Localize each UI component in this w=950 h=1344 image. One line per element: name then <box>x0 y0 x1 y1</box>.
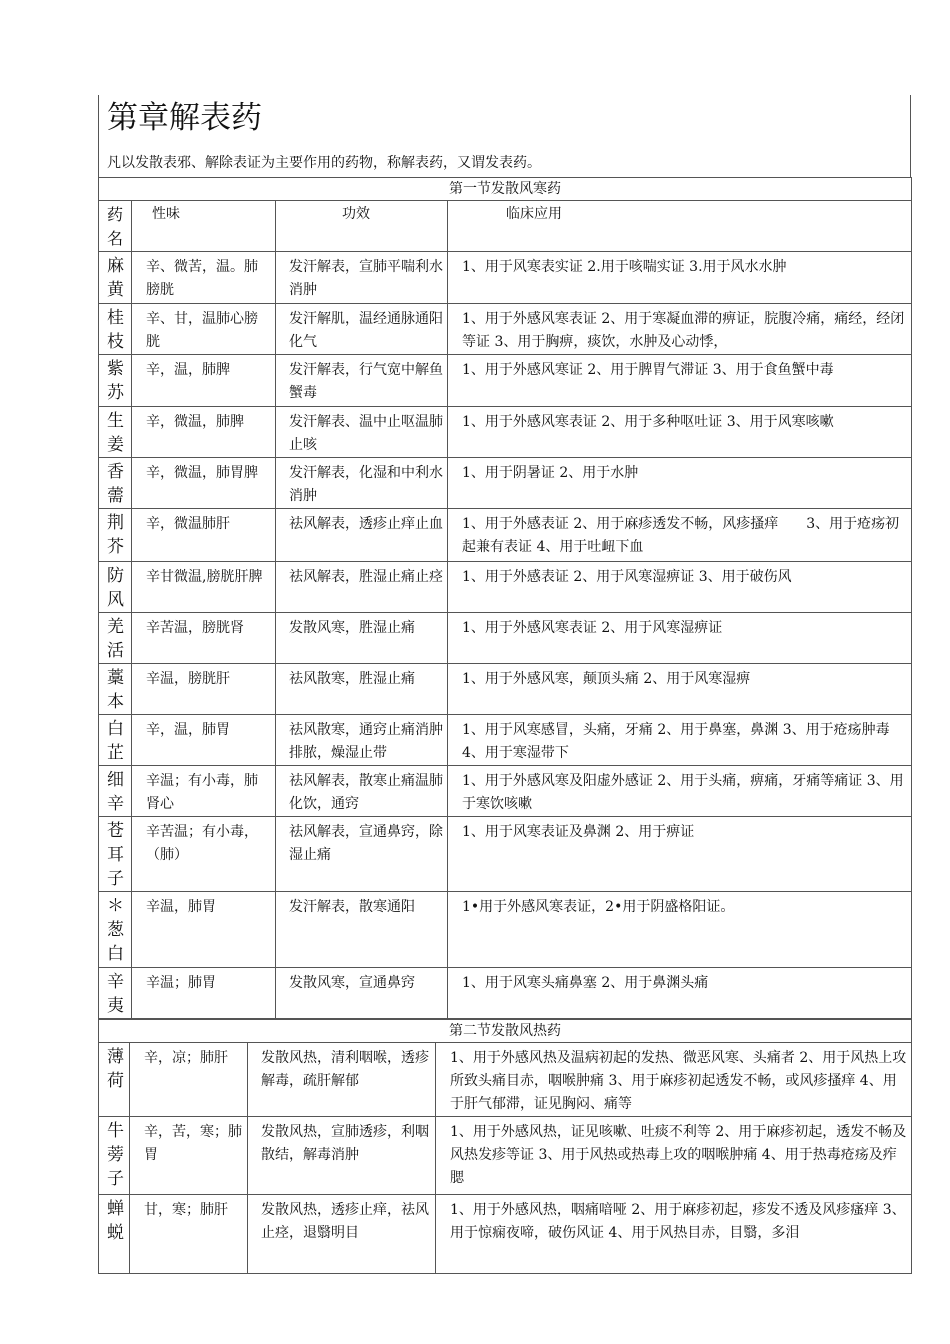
section-heading-1: 第一节发散风寒药 <box>99 178 912 201</box>
herb-effect: 发汗解肌，温经通脉通阳化气 <box>276 304 448 355</box>
herb-name: 荆芥 <box>99 509 132 562</box>
herb-nature: 辛温，膀胱肝 <box>132 664 276 715</box>
herb-nature: 辛，温，肺脾 <box>132 355 276 407</box>
herb-effect: 发汗解表，宣肺平喘利水消肿 <box>276 252 448 304</box>
herb-nature: 辛温；肺胃 <box>132 968 276 1019</box>
herb-usage: 1、用于风寒表实证 2.用于咳喘实证 3.用于风水水肿 <box>448 252 912 304</box>
chapter-intro: 凡以发散表邪、解除表证为主要作用的药物，称解表药，又谓发表药。 <box>98 143 911 177</box>
table-row <box>99 1195 912 1274</box>
herb-name: ＊葱白 <box>99 892 132 968</box>
herb-nature: 辛、微苦，温。肺膀胱 <box>132 252 276 304</box>
table-row <box>99 509 912 562</box>
herb-usage: 1、用于外感表证 2、用于风寒湿痹证 3、用于破伤风 <box>448 562 912 613</box>
herb-name: 蝉蜕 <box>99 1195 130 1274</box>
herb-nature: 辛，温，肺胃 <box>132 715 276 766</box>
herb-name: 藁本 <box>99 664 132 715</box>
herb-usage: 1、用于外感表证 2、用于麻疹透发不畅，风疹搔痒 3、用于疮疡初起兼有表证 4、用于吐衄下血 <box>448 509 912 562</box>
table-row <box>99 1043 912 1117</box>
herb-effect: 祛风解表，胜湿止痛止痉 <box>276 562 448 613</box>
table-row <box>99 968 912 1019</box>
herb-nature: 甘，寒；肺肝 <box>130 1195 248 1274</box>
table-row <box>99 817 912 892</box>
herb-nature: 辛，微温，肺胃脾 <box>132 458 276 509</box>
table-row <box>99 355 912 407</box>
herb-name: 苍耳子 <box>99 817 132 892</box>
herb-name: 桂枝 <box>99 304 132 355</box>
herb-nature: 辛，微温，肺脾 <box>132 407 276 458</box>
table-row <box>99 458 912 509</box>
herb-usage: 1、用于外感风热，证见咳嗽、吐痰不利等 2、用于麻疹初起，透发不畅及风热发疹等证 3、用于风热或热毒上攻的咽喉肿痛 4、用于热毒疮疡及痄腮 <box>436 1117 912 1195</box>
herb-usage: 1、用于外感风寒表证 2、用于风寒湿痹证 <box>448 613 912 664</box>
herb-usage: 1、用于外感风寒，颠顶头痛 2、用于风寒湿痹 <box>448 664 912 715</box>
header-nature: 性味 <box>132 201 276 252</box>
herb-effect: 发散风寒，胜湿止痛 <box>276 613 448 664</box>
section-heading-2: 第二节发散风热药 <box>99 1020 912 1043</box>
herb-effect: 祛风解表，宣通鼻窍，除湿止痛 <box>276 817 448 892</box>
herb-nature: 辛，凉；肺肝 <box>130 1043 248 1117</box>
herb-effect: 发汗解表、温中止呕温肺止咳 <box>276 407 448 458</box>
herb-name: 细辛 <box>99 766 132 817</box>
herb-name: 辛夷 <box>99 968 132 1019</box>
herb-name: 生姜 <box>99 407 132 458</box>
herb-name: 薄荷 <box>99 1043 130 1117</box>
herb-effect: 祛风解表，透疹止痒止血 <box>276 509 448 562</box>
herb-nature: 辛，苦，寒；肺胃 <box>130 1117 248 1195</box>
herb-nature: 辛苦温，膀胱肾 <box>132 613 276 664</box>
table-row <box>99 892 912 968</box>
header-name: 药名 <box>99 201 132 252</box>
cold-herbs-table <box>98 177 912 1019</box>
table-row <box>99 252 912 304</box>
herb-effect: 发散风寒，宣通鼻窍 <box>276 968 448 1019</box>
table-row <box>99 715 912 766</box>
herb-nature: 辛、甘，温肺心膀胱 <box>132 304 276 355</box>
herb-name: 防风 <box>99 562 132 613</box>
herb-usage: 1、用于外感风寒表证 2、用于多种呕吐证 3、用于风寒咳嗽 <box>448 407 912 458</box>
herb-effect: 祛风散寒，通窍止痛消肿排脓，燥湿止带 <box>276 715 448 766</box>
herb-effect: 发汗解表，散寒通阳 <box>276 892 448 968</box>
herb-usage: 1、用于外感风寒及阳虚外感证 2、用于头痛，痹痛，牙痛等痛证 3、用于寒饮咳嗽 <box>448 766 912 817</box>
herb-nature: 辛甘微温,膀胱肝脾 <box>132 562 276 613</box>
herb-usage: 1、用于风寒头痛鼻塞 2、用于鼻渊头痛 <box>448 968 912 1019</box>
herb-effect: 发散风热，宣肺透疹，利咽散结，解毒消肿 <box>248 1117 436 1195</box>
document-page <box>98 93 911 1274</box>
herb-usage: 1、用于外感风热及温病初起的发热、微恶风寒、头痛者 2、用于风热上攻所致头痛目赤，咽喉肿痛 3、用于麻疹初起透发不畅，或风疹搔痒 4、用于肝气郁滞，证见胸闷、痛等 <box>436 1043 912 1117</box>
herb-usage: 1、用于外感风寒证 2、用于脾胃气滞证 3、用于食鱼蟹中毒 <box>448 355 912 407</box>
herb-name: 牛蒡子 <box>99 1117 130 1195</box>
header-effect: 功效 <box>276 201 448 252</box>
herb-name: 羌活 <box>99 613 132 664</box>
herb-name: 麻黄 <box>99 252 132 304</box>
herb-nature: 辛温；有小毒，肺肾心 <box>132 766 276 817</box>
herb-effect: 祛风解表，散寒止痛温肺化饮，通窍 <box>276 766 448 817</box>
herb-usage: 1、用于风寒表证及鼻渊 2、用于痹证 <box>448 817 912 892</box>
table-row <box>99 1117 912 1195</box>
herb-effect: 发汗解表，化湿和中利水消肿 <box>276 458 448 509</box>
table-row <box>99 407 912 458</box>
table-row <box>99 664 912 715</box>
herb-effect: 发汗解表，行气宽中解鱼蟹毒 <box>276 355 448 407</box>
herb-effect: 发散风热，透疹止痒，祛风止痉，退翳明目 <box>248 1195 436 1274</box>
table-row <box>99 304 912 355</box>
herb-nature: 辛，微温肺肝 <box>132 509 276 562</box>
table-row <box>99 613 912 664</box>
heat-herbs-table <box>98 1019 912 1274</box>
herb-usage: 1•用于外感风寒表证，2•用于阴盛格阳证。 <box>448 892 912 968</box>
herb-nature: 辛苦温；有小毒，（肺） <box>132 817 276 892</box>
herb-name: 白芷 <box>99 715 132 766</box>
herb-usage: 1、用于风寒感冒，头痛，牙痛 2、用于鼻塞，鼻渊 3、用于疮疡肿毒 4、用于寒湿带下 <box>448 715 912 766</box>
herb-nature: 辛温，肺胃 <box>132 892 276 968</box>
herb-effect: 发散风热，清利咽喉，透疹解毒，疏肝解郁 <box>248 1043 436 1117</box>
herb-name: 香薷 <box>99 458 132 509</box>
herb-usage: 1、用于外感风热，咽痛喑哑 2、用于麻疹初起，疹发不透及风疹瘙痒 3、用于惊痫夜啼，破伤风证 4、用于风热目赤，目翳，多泪 <box>436 1195 912 1274</box>
herb-usage: 1、用于阴暑证 2、用于水肿 <box>448 458 912 509</box>
herb-usage: 1、用于外感风寒表证 2、用于寒凝血滞的痹证，脘腹冷痛，痛经，经闭等证 3、用于胸痹，痰饮，水肿及心动悸， <box>448 304 912 355</box>
chapter-title: 第章解表药 <box>98 95 911 143</box>
table-row <box>99 766 912 817</box>
herb-effect: 祛风散寒，胜湿止痛 <box>276 664 448 715</box>
table-row <box>99 562 912 613</box>
header-usage: 临床应用 <box>448 201 912 252</box>
herb-name: 紫苏 <box>99 355 132 407</box>
